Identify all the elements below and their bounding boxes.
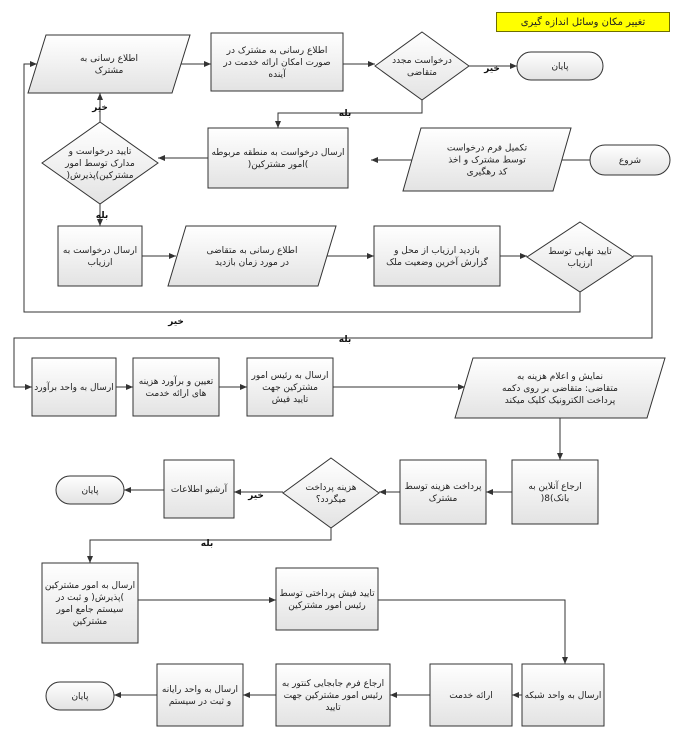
node-send-network xyxy=(522,664,604,726)
node-text-is-paid: هزینه پرداخت xyxy=(305,483,357,493)
node-text-approve-docs: تایید درخواست و xyxy=(68,147,132,157)
node-show-cost xyxy=(455,358,665,418)
node-text-notify-customer: اطلاع رسانی به xyxy=(79,54,139,64)
node-text-fill-form: توسط مشترک و اخذ xyxy=(448,155,526,166)
edge-24 xyxy=(378,600,565,664)
edge-label-no-final: خیر xyxy=(168,317,184,327)
node-text-is-paid: میگردد؟ xyxy=(315,495,347,505)
node-text-final-approval: تایید نهایی توسط xyxy=(548,247,612,257)
node-return-form xyxy=(276,664,390,726)
node-text-renew-request: درخواست مجدد xyxy=(392,56,452,66)
node-notify-customer xyxy=(28,35,190,93)
edge-label-no-renew: خیر xyxy=(484,64,500,74)
node-final-approval xyxy=(527,222,633,292)
node-bank-redirect xyxy=(512,460,598,524)
node-text-cost-estimate: تعیین و برآورد هزینه xyxy=(138,377,214,387)
node-text-send-head: ارسال به رئیس امور xyxy=(251,371,329,381)
node-text-archive: آرشیو اطلاعات xyxy=(170,485,228,495)
node-fill-form xyxy=(403,128,571,191)
node-text-end-1: پایان xyxy=(551,62,569,72)
node-text-notify-visit: اطلاع رسانی به متقاضی xyxy=(206,246,298,256)
node-text-return-form: ارجاع فرم جابجایی کنتور به xyxy=(281,679,385,689)
node-send-assessor xyxy=(58,226,142,286)
node-text-final-approval: ارزیاب xyxy=(567,259,593,269)
node-text-send-estimate: ارسال به واحد برآورد xyxy=(34,383,114,393)
edge-label-yes-renew: بله xyxy=(338,109,352,119)
node-pay-cost xyxy=(400,460,486,524)
node-approve-docs xyxy=(42,122,158,204)
node-text-show-cost: متقاضی: متقاضی بر روی دکمه xyxy=(502,384,618,394)
node-text-renew-request: متقاضی xyxy=(407,68,437,78)
node-text-show-cost: نمایش و اعلام هزینه به xyxy=(516,372,604,382)
node-text-send-assessor: ارزیاب xyxy=(87,258,113,268)
node-end-2 xyxy=(56,476,124,504)
node-text-start: شروع xyxy=(618,156,642,166)
edge-label-no-paid: خیر xyxy=(248,491,264,501)
node-end-1 xyxy=(517,52,603,80)
node-text-pay-cost: مشترک xyxy=(428,494,458,504)
node-text-send-computer: و ثبت در سیستم xyxy=(168,697,232,707)
node-text-return-form: تایید xyxy=(325,703,341,713)
node-text-bank-redirect: ارجاع آنلاین به xyxy=(528,482,582,492)
node-text-send-acceptance: سیستم جامع امور xyxy=(56,605,124,615)
node-text-assessor-visit: بازدید ارزیاب از محل و xyxy=(394,246,480,256)
edge-label-yes-approve: بله xyxy=(95,211,109,221)
edge-label-yes-paid: بله xyxy=(200,539,214,549)
node-text-pay-cost: پرداخت هزینه توسط xyxy=(404,482,482,492)
node-text-fill-form: کد رهگیری xyxy=(466,167,508,178)
node-end-3 xyxy=(46,682,114,710)
node-notify-visit xyxy=(168,226,336,286)
node-send-estimate xyxy=(32,358,116,416)
node-text-notify-visit: در مورد زمان بازدید xyxy=(214,258,290,268)
node-text-send-region: ارسال درخواست به منطقه مربوطه xyxy=(211,148,345,158)
node-text-notify-future: اطلاع رسانی به مشترک در xyxy=(226,46,328,56)
node-renew-request xyxy=(375,32,469,100)
node-text-fill-form: تکمیل فرم درخواست xyxy=(446,143,528,154)
node-text-confirm-receipt: تایید فیش پرداختی توسط xyxy=(279,589,375,599)
edge-label-yes-final: بله xyxy=(338,335,352,345)
node-text-confirm-receipt: رئیس امور مشترکین xyxy=(288,601,366,611)
node-text-send-acceptance: ارسال به امور مشترکین xyxy=(44,581,136,591)
node-text-send-assessor: ارسال درخواست به xyxy=(62,246,138,256)
node-text-send-computer: ارسال به واحد رایانه xyxy=(161,685,239,695)
node-archive xyxy=(164,460,234,518)
node-text-end-2: پایان xyxy=(81,486,99,496)
node-text-assessor-visit: گزارش آخرین وضعیت ملک xyxy=(386,258,488,268)
node-text-send-head: تایید فیش xyxy=(271,395,309,405)
node-text-show-cost: پرداخت الکترونیک کلیک میکند xyxy=(504,396,616,406)
node-send-head xyxy=(247,358,333,416)
node-notify-future xyxy=(211,33,343,91)
node-text-approve-docs: مشترکین)پذیرش( xyxy=(66,171,134,181)
node-text-provide-service: ارائه خدمت xyxy=(449,691,493,701)
node-confirm-receipt xyxy=(276,568,378,630)
node-send-acceptance xyxy=(42,563,138,643)
node-text-end-3: پایان xyxy=(71,692,89,702)
node-assessor-visit xyxy=(374,226,500,286)
node-text-return-form: رئیس امور مشترکین جهت xyxy=(283,691,383,701)
node-text-cost-estimate: های ارائه خدمت xyxy=(145,389,207,399)
diagram-title: تغییر مکان وسائل اندازه گیری xyxy=(496,12,670,32)
node-send-computer xyxy=(157,664,243,726)
node-start xyxy=(590,145,670,175)
node-send-region xyxy=(208,128,348,188)
node-text-notify-future: آینده xyxy=(268,70,286,80)
node-text-send-network: ارسال به واحد شبکه xyxy=(524,691,602,701)
edge-label-no-approve: خیر xyxy=(92,103,108,113)
node-text-send-acceptance: )پذیرش( و ثبت در xyxy=(55,593,125,603)
node-text-send-region: )امور مشترکین( xyxy=(247,160,309,170)
node-text-send-head: مشترکین جهت xyxy=(262,383,318,393)
node-provide-service xyxy=(430,664,512,726)
node-text-send-acceptance: مشترکین xyxy=(72,617,108,627)
node-text-notify-customer: مشترک xyxy=(94,66,124,76)
node-is-paid xyxy=(283,458,379,528)
node-text-notify-future: صورت امکان ارائه خدمت در xyxy=(223,58,331,68)
node-cost-estimate xyxy=(133,358,219,416)
node-text-bank-redirect: بانک)8( xyxy=(540,494,570,504)
node-text-approve-docs: مدارک توسط امور xyxy=(65,159,135,169)
